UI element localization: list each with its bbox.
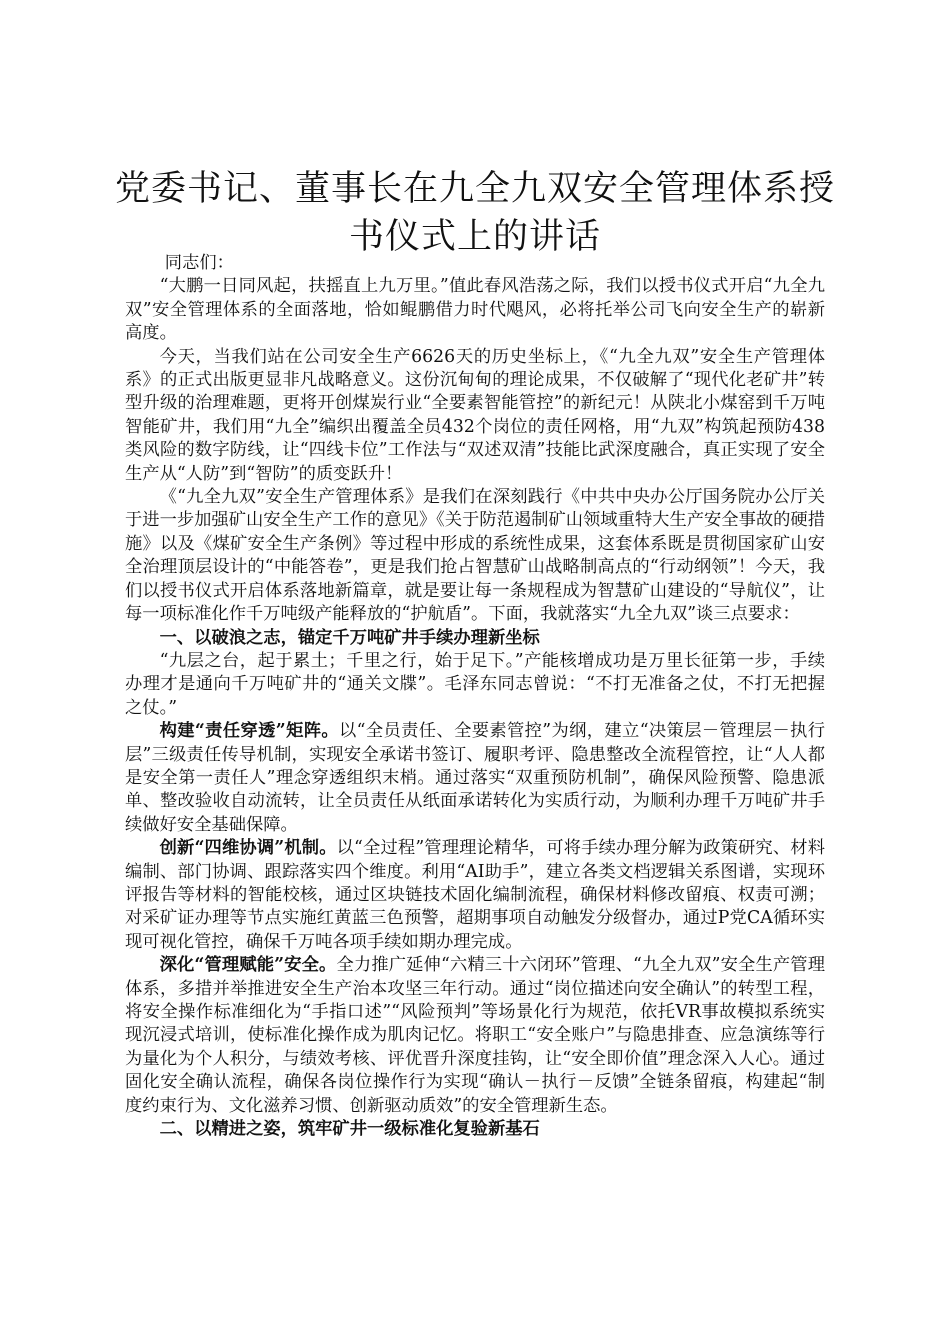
section-heading-2: 二、以精进之姿，筑牢矿井一级标准化复验新基石	[159, 1119, 540, 1140]
paragraph-point-1	[125, 720, 825, 837]
point-3-text: 全力推广延伸“六精三十六闭环”管理、“九全九双”安全生产管理体系，多措并举推进安全生产治本攻坚三年行动。通过“岗位描述向安全确认”的转型工程，将安全操作标准细化为“手指口述”“风险预判”等场景化行为规范，依托VR事故模拟系统实现沉浸式培训，使标准化操作成为肌肉记忆。将职工“安全账户”与隐患排查、应急演练等行为量化为个人积分，与绩效考核、评优晋升深度挂钩，让“安全即价值”理念深入人心。通过固化安全确认流程，确保各岗位操作行为实现“确认－执行－反馈”全链条留痕，构建起“制度约束行为、文化滋养习惯、创新驱动质效”的安全管理新生态。	[125, 955, 825, 1116]
paragraph-intro-1: “大鹏一日同风起，扶摇直上九万里。”值此春风浩荡之际，我们以授书仪式开启“九全九双”安全管理体系的全面落地，恰如鲲鹏借力时代飓风，必将托举公司飞向安全生产的崭新高度。	[125, 276, 825, 344]
paragraph-point-2	[125, 837, 825, 954]
point-2-lead: 创新“四维协调”机制。	[159, 838, 337, 859]
paragraph-intro-3: 《“九全九双”安全生产管理体系》是我们在深刻践行《中共中央办公厅国务院办公厅关于进一步加强矿山安全生产工作的意见》《关于防范遏制矿山领域重特大生产安全事故的硬措施》以及《煤矿安全生产条例》等过程中形成的系统性成果，这套体系既是贯彻国家矿山安全治理顶层设计的“中能答卷”，更是我们抢占智慧矿山战略制高点的“行动纲领”！今天，我们以授书仪式开启体系落地新篇章，就是要让每一条规程成为智慧矿山建设的“导航仪”，让每一项标准化作千万吨级产能释放的“护航盾”。下面，我就落实“九全九双”谈三点要求：	[125, 487, 825, 625]
salutation: 同志们：	[164, 253, 234, 273]
document-body	[125, 252, 825, 1141]
section-heading-1: 一、以破浪之志，锚定千万吨矿井手续办理新坐标	[159, 627, 540, 648]
document-title: 党委书记、董事长在九全九双安全管理体系授书仪式上的讲话	[114, 169, 835, 257]
paragraph-intro-2: 今天，当我们站在公司安全生产6626天的历史坐标上，《“九全九双”安全生产管理体系》的正式出版更显非凡战略意义。这份沉甸甸的理论成果，不仅破解了“现代化老矿井”转型升级的治理难题，更将开创煤炭行业“全要素智能管控”的新纪元！从陕北小煤窑到千万吨智能矿井，我们用“九全”编织出覆盖全员432个岗位的责任网格，用“九双”构筑起预防438类风险的数字防线，让“四线卡位”工作法与“双述双清”技能比武深度融合，真正实现了安全生产从“人防”到“智防”的质变跃升！	[125, 346, 825, 484]
point-3-lead: 深化“管理赋能”安全。	[159, 955, 337, 976]
point-1-text: 以“全员责任、全要素管控”为纲，建立“决策层－管理层－执行层”三级责任传导机制，实现安全承诺书签订、履职考评、隐患整改全流程管控，让“人人都是安全第一责任人”理念穿透组织末梢。通过落实“双重预防机制”，确保风险预警、隐患派单、整改验收自动流转，让全员责任从纸面承诺转化为实质行动，为顺利办理千万吨矿井手续做好安全基础保障。	[125, 721, 825, 835]
paragraph-section-1-quote: “九层之台，起于累土；千里之行，始于足下。”产能核增成功是万里长征第一步，手续办理才是通向千万吨矿井的“通关文牒”。毛泽东同志曾说：“不打无准备之仗，不打无把握之仗。”	[125, 650, 825, 718]
point-1-lead: 构建“责任穿透”矩阵。	[159, 721, 339, 742]
paragraph-point-3	[125, 954, 825, 1118]
point-2-text: 以“全过程”管理理论精华，可将手续办理分解为政策研究、材料编制、部门协调、跟踪落实四个维度。利用“AI助手”，建立各类文档逻辑关系图谱，实现环评报告等材料的智能校核，通过区块链技术固化编制流程，确保材料修改留痕、权责可溯；对采矿证办理等节点实施红黄蓝三色预警，超期事项自动触发分级督办，通过P党CA循环实现可视化管控，确保千万吨各项手续如期办理完成。	[125, 838, 825, 952]
